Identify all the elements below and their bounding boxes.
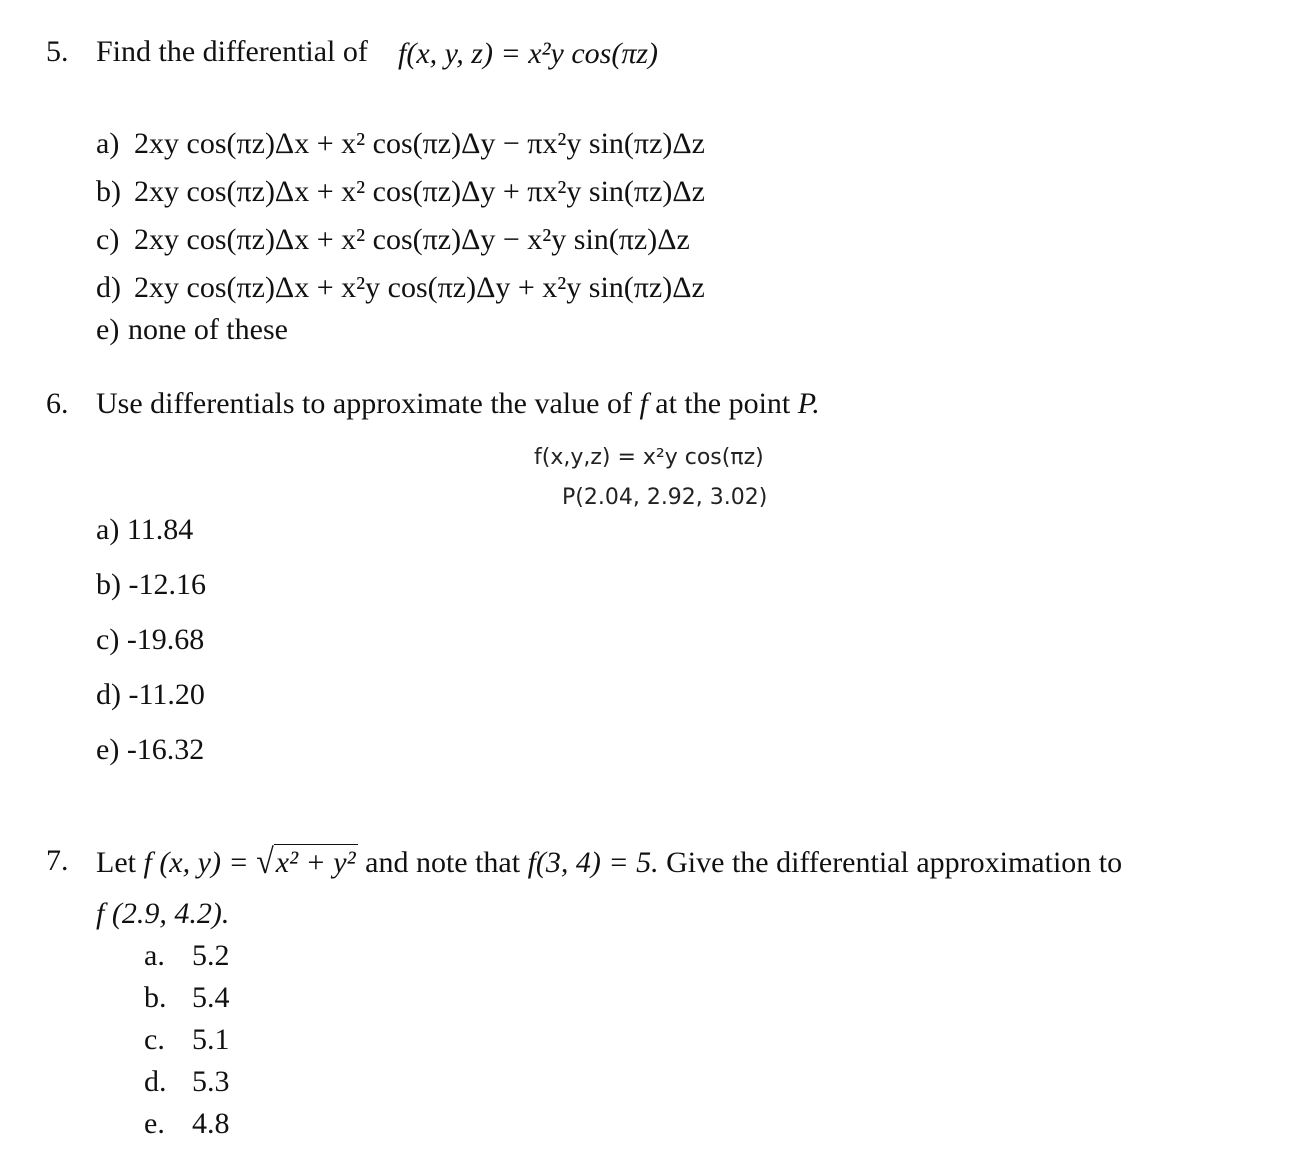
q6-prompt-f: f bbox=[639, 387, 648, 420]
q5-option-d-label[interactable]: d) bbox=[96, 271, 121, 304]
q5-number: 5. bbox=[46, 35, 69, 68]
q6-option-c-text: -19.68 bbox=[126, 623, 205, 656]
q7-option-d-text[interactable]: 5.3 bbox=[192, 1065, 230, 1098]
q7-option-c-text[interactable]: 5.1 bbox=[192, 1023, 230, 1056]
q6-function: f(x,y,z) = x²y cos(πz) bbox=[534, 445, 764, 470]
q6-point: P(2.04, 2.92, 3.02) bbox=[562, 485, 768, 510]
q7-target: f (2.9, 4.2). bbox=[96, 897, 230, 930]
q7-option-b-text[interactable]: 5.4 bbox=[192, 981, 230, 1014]
q5-option-c-text[interactable]: 2xy cos(πz)Δx + x² cos(πz)Δy − x²y sin(πz)Δz bbox=[134, 223, 690, 256]
q6-prompt-p: P. bbox=[797, 387, 820, 420]
q6-option-b-text: -12.16 bbox=[128, 568, 206, 601]
q7-option-d-label[interactable]: d. bbox=[144, 1065, 167, 1098]
q7-let: Let bbox=[96, 846, 136, 879]
q7-option-b-label[interactable]: b. bbox=[144, 981, 167, 1014]
q5-option-c-label[interactable]: c) bbox=[96, 223, 120, 256]
q6-option-a-text: 11.84 bbox=[126, 513, 194, 546]
q6-option-d-label: d) bbox=[96, 678, 121, 711]
q6-option-a[interactable] bbox=[96, 512, 193, 548]
q6-option-c[interactable] bbox=[96, 622, 204, 658]
q6-option-d-text: -11.20 bbox=[128, 678, 205, 711]
q7-prompt-line bbox=[96, 843, 1122, 881]
q7-f-value: f(3, 4) = 5. bbox=[527, 846, 659, 879]
q7-middle: and note that bbox=[365, 846, 521, 879]
sqrt-icon: √ bbox=[256, 841, 274, 881]
q7-number: 7. bbox=[46, 844, 69, 877]
q7-option-a-label[interactable]: a. bbox=[144, 939, 165, 972]
q5-option-e-label[interactable]: e) bbox=[96, 313, 120, 346]
q5-option-b-text[interactable]: 2xy cos(πz)Δx + x² cos(πz)Δy + πx²y sin(πz)Δz bbox=[134, 175, 705, 208]
q7-option-c-label[interactable]: c. bbox=[144, 1023, 165, 1056]
q5-option-b-label[interactable]: b) bbox=[96, 175, 121, 208]
q5-function: f(x, y, z) = x²y cos(πz) bbox=[398, 37, 659, 70]
q5-prompt: Find the differential of bbox=[96, 35, 368, 68]
q6-option-a-label: a) bbox=[96, 513, 120, 546]
q7-f-xy: f (x, y) = bbox=[143, 846, 249, 879]
q6-option-e-text: -16.32 bbox=[126, 733, 205, 766]
q5-option-d-text[interactable]: 2xy cos(πz)Δx + x²y cos(πz)Δy + x²y sin(πz)Δz bbox=[134, 271, 705, 304]
q5-option-a-label[interactable]: a) bbox=[96, 127, 120, 160]
q6-prompt-part-1: Use differentials to approximate the value of bbox=[96, 387, 632, 420]
q6-prompt-part-2: at the point bbox=[655, 387, 791, 420]
q6-option-e-label: e) bbox=[96, 733, 120, 766]
q6-prompt-line bbox=[96, 386, 820, 422]
q7-tail: Give the differential approximation to bbox=[666, 846, 1123, 879]
q7-sqrt bbox=[256, 843, 357, 881]
q7-radicand: x² + y² bbox=[275, 846, 356, 879]
q5-option-a-text[interactable]: 2xy cos(πz)Δx + x² cos(πz)Δy − πx²y sin(πz)Δz bbox=[134, 127, 705, 160]
q7-option-a-text[interactable]: 5.2 bbox=[192, 939, 230, 972]
q6-option-b[interactable] bbox=[96, 567, 206, 603]
q6-number: 6. bbox=[46, 387, 69, 420]
q6-option-b-label: b) bbox=[96, 568, 121, 601]
q7-option-e-text[interactable]: 4.8 bbox=[192, 1107, 230, 1140]
q7-option-e-label[interactable]: e. bbox=[144, 1107, 165, 1140]
q6-option-d[interactable] bbox=[96, 677, 205, 713]
q6-option-c-label: c) bbox=[96, 623, 120, 656]
q6-option-e[interactable] bbox=[96, 732, 204, 768]
q5-option-e-text[interactable]: none of these bbox=[128, 313, 288, 346]
